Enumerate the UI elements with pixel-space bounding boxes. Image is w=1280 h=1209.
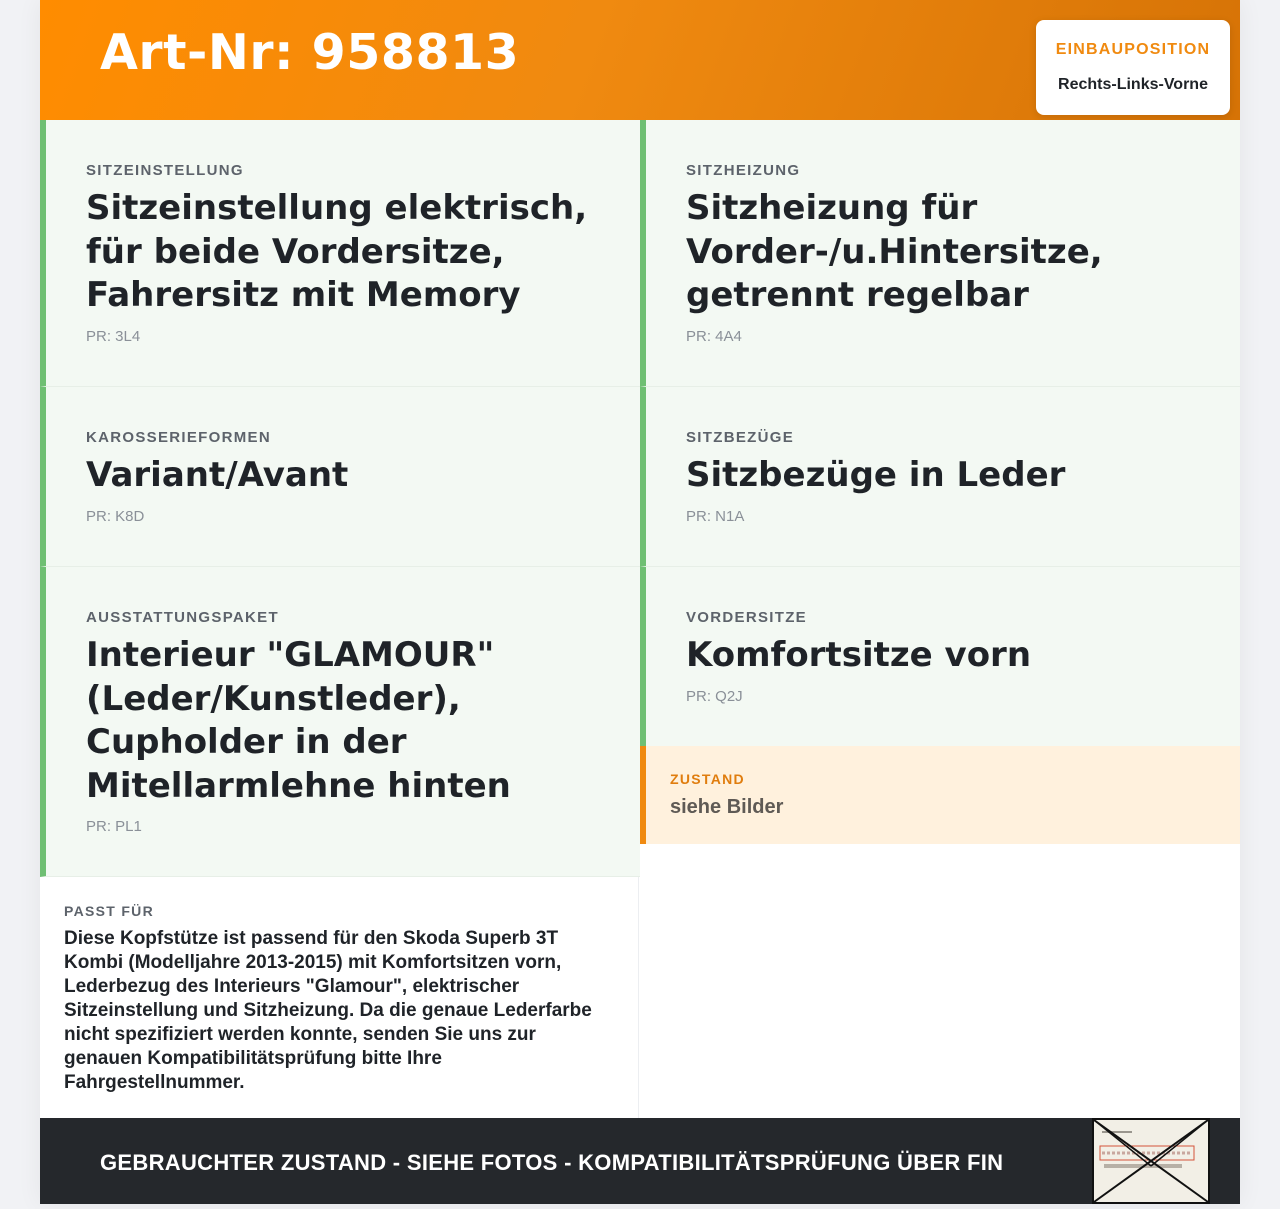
spec-card-label: VORDERSITZE: [686, 609, 807, 626]
installation-position-value: Rechts-Links-Vorne: [1058, 76, 1208, 93]
compatibility-label: PASST FÜR: [64, 903, 154, 919]
spec-card-sitzheizung: [640, 120, 1240, 387]
condition-box: [640, 746, 1240, 844]
installation-position-box: [1036, 20, 1230, 115]
article-number: Art-Nr: 958813: [100, 24, 520, 81]
spec-card-pr-code: PR: 3L4: [86, 328, 141, 345]
document-thumbnail: [1092, 1118, 1210, 1204]
condition-value: siehe Bilder: [670, 796, 784, 818]
spec-card-label: SITZBEZÜGE: [686, 429, 795, 446]
spec-card-value: Variant/Avant: [86, 455, 349, 495]
condition-label: ZUSTAND: [670, 771, 745, 787]
spec-card-label: AUSSTATTUNGSPAKET: [86, 609, 279, 626]
spec-card-sitzeinstellung: [40, 120, 640, 387]
installation-position-label: EINBAUPOSITION: [1055, 41, 1211, 58]
spec-card-vordersitze: [640, 567, 1240, 747]
spec-card-value: Sitzeinstellung elektrisch, für beide Vordersitze, Fahrersitz mit Memory: [86, 188, 588, 315]
spec-card-pr-code: PR: 4A4: [686, 328, 742, 345]
spec-card-ausstattungspaket: [40, 567, 640, 877]
spec-card-label: KAROSSERIEFORMEN: [86, 429, 271, 446]
spec-card-value: Interieur "GLAMOUR" (Leder/Kunstleder), Cupholder in der Mitellarmlehne hinten: [86, 635, 511, 806]
header-banner: [40, 0, 1240, 120]
spec-card-karosserieformen: [40, 387, 640, 567]
footer-text: GEBRAUCHTER ZUSTAND - SIEHE FOTOS - KOMPATIBILITÄTSPRÜFUNG ÜBER FIN: [100, 1150, 1004, 1175]
compatibility-section: [40, 877, 639, 1118]
spec-card-value: Sitzheizung für Vorder-/u.Hintersitze, getrennt regelbar: [686, 188, 1103, 315]
document-thumbnail-image: [1092, 1118, 1210, 1204]
spec-card-pr-code: PR: Q2J: [686, 688, 743, 705]
spec-card-label: SITZEINSTELLUNG: [86, 162, 244, 179]
spec-card-label: SITZHEIZUNG: [686, 162, 801, 179]
spec-card-pr-code: PR: K8D: [86, 508, 145, 525]
footer-banner: [40, 1118, 1240, 1204]
spec-card-value: Sitzbezüge in Leder: [686, 455, 1066, 495]
compatibility-text: Diese Kopfstütze ist passend für den Skoda Superb 3T Kombi (Modelljahre 2013-2015) mit Komfortsitzen vorn, Lederbezug des Interieurs "Glamour", elektrischer Sitzeinstellung und Sitzheizung. Da die genaue Lederfarbe nicht spezifiziert werden konnte, senden Sie uns zur genauen Kompatibilitätsprüfung bitte Ihre Fahrgestellnummer.: [64, 928, 592, 1093]
spec-card-pr-code: PR: PL1: [86, 818, 142, 835]
product-sheet: [40, 0, 1240, 1204]
spec-card-sitzbezuege: [640, 387, 1240, 567]
spec-card-pr-code: PR: N1A: [686, 508, 745, 525]
spec-card-value: Komfortsitze vorn: [686, 635, 1032, 675]
